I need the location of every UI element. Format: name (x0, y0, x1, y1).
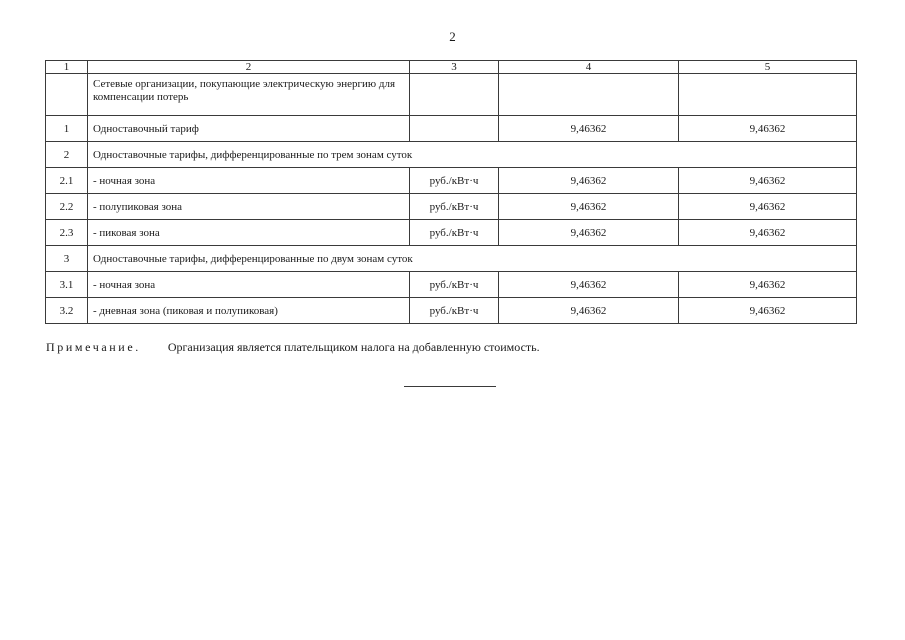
row-unit (410, 116, 499, 142)
row-name: - дневная зона (пиковая и полупиковая) (88, 298, 410, 324)
category-val5-cell (679, 74, 857, 116)
section-title: Одноставочные тарифы, дифференцированные по двум зонам суток (88, 246, 857, 272)
category-row (46, 74, 857, 116)
row-value-col4: 9,46362 (499, 298, 679, 324)
row-number: 3.1 (46, 272, 88, 298)
category-num-cell (46, 74, 88, 116)
table-row (46, 194, 857, 220)
row-name: - ночная зона (88, 168, 410, 194)
category-val4-cell (499, 74, 679, 116)
row-value-col5: 9,46362 (679, 272, 857, 298)
row-value-col4: 9,46362 (499, 168, 679, 194)
row-value-col4: 9,46362 (499, 220, 679, 246)
table-row (46, 168, 857, 194)
section-number: 3 (46, 246, 88, 272)
row-unit: руб./кВт·ч (410, 194, 499, 220)
closing-divider (404, 386, 496, 387)
table-row (46, 220, 857, 246)
row-number: 1 (46, 116, 88, 142)
page-number: 2 (449, 29, 456, 44)
note-label: Примечание. (46, 340, 141, 354)
row-unit: руб./кВт·ч (410, 298, 499, 324)
row-name: - пиковая зона (88, 220, 410, 246)
note-text: Организация является плательщиком налога на добавленную стоимость. (167, 340, 540, 354)
row-unit: руб./кВт·ч (410, 220, 499, 246)
header-cell-4: 4 (499, 61, 679, 74)
category-title: Сетевые организации, покупающие электрическую энергию для компенсации потерь (88, 74, 410, 116)
row-value-col5: 9,46362 (679, 220, 857, 246)
row-number: 2.2 (46, 194, 88, 220)
row-number: 2.1 (46, 168, 88, 194)
table-header-row (46, 61, 857, 74)
category-unit-cell (410, 74, 499, 116)
row-name: - ночная зона (88, 272, 410, 298)
table-row (46, 116, 857, 142)
table-row (46, 272, 857, 298)
table-row (46, 298, 857, 324)
row-unit: руб./кВт·ч (410, 168, 499, 194)
row-value-col5: 9,46362 (679, 168, 857, 194)
row-value-col5: 9,46362 (679, 194, 857, 220)
row-value-col4: 9,46362 (499, 194, 679, 220)
row-value-col4: 9,46362 (499, 272, 679, 298)
row-name: - полупиковая зона (88, 194, 410, 220)
row-value-col4: 9,46362 (499, 116, 679, 142)
footnote (46, 340, 540, 355)
header-cell-2: 2 (88, 61, 410, 74)
header-cell-3: 3 (410, 61, 499, 74)
header-cell-5: 5 (679, 61, 857, 74)
header-cell-1: 1 (46, 61, 88, 74)
row-unit: руб./кВт·ч (410, 272, 499, 298)
row-value-col5: 9,46362 (679, 298, 857, 324)
tariff-table (45, 60, 857, 324)
section-row-three-zone (46, 142, 857, 168)
row-number: 2.3 (46, 220, 88, 246)
section-number: 2 (46, 142, 88, 168)
section-row-two-zone (46, 246, 857, 272)
section-title: Одноставочные тарифы, дифференцированные по трем зонам суток (88, 142, 857, 168)
row-number: 3.2 (46, 298, 88, 324)
row-value-col5: 9,46362 (679, 116, 857, 142)
row-name: Одноставочный тариф (88, 116, 410, 142)
